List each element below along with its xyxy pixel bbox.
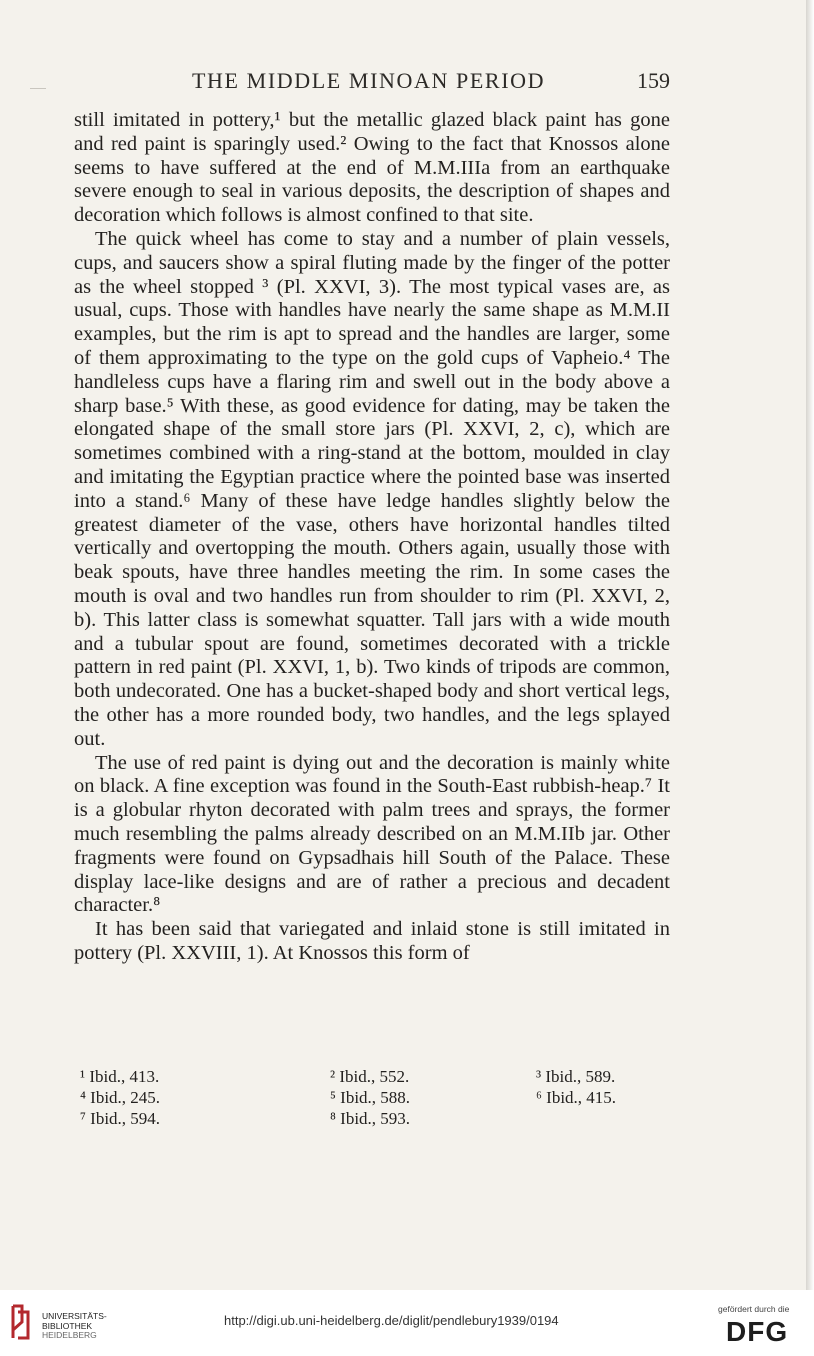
footnote: ⁷ Ibid., 594.: [80, 1109, 161, 1128]
paragraph: The use of red paint is dying out and the decoration is mainly white on black. A fine exception was found in the South-East rubbish-heap.⁷ It is a globular rhyton decorated with palm trees and sprays, the former much resembling the palms already described on an M.M.IIb jar. Other fragments were found on Gypsadhais hill South of the Palace. These display lace-like designs and are of rather a precious and decadent character.⁸: [74, 751, 670, 917]
university-logo-icon: [10, 1304, 32, 1340]
source-link[interactable]: http://digi.ub.uni-heidelberg.de/diglit/pendlebury1939/0194: [224, 1313, 559, 1328]
page-header: [74, 68, 670, 98]
page-number: 159: [637, 68, 670, 93]
institution-line: BIBLIOTHEK: [42, 1320, 93, 1331]
header-rule: [30, 88, 46, 89]
footnote-row: [74, 1108, 674, 1129]
sponsor-caption: gefördert durch die: [718, 1304, 790, 1314]
institution-name: [42, 1312, 107, 1341]
footnote-row: [74, 1087, 674, 1108]
footnote: ³ Ibid., 589.: [536, 1067, 616, 1086]
running-title: THE MIDDLE MINOAN PERIOD: [192, 68, 546, 93]
page-edge: [806, 0, 814, 1356]
footnotes: [74, 1066, 674, 1129]
paragraph: still imitated in pottery,¹ but the metallic glazed black paint has gone and red paint is sparingly used.² Owing to the fact that Knossos alone seems to have suffered at the end of M.M.IIIa from an earthquake severe enough to seal in various deposits, the description of shapes and decoration which follows is almost confined to that site.: [74, 109, 670, 227]
footnote: ⁴ Ibid., 245.: [80, 1088, 161, 1107]
body-text: [74, 109, 670, 966]
dfg-logo: DFG: [726, 1316, 789, 1347]
institution-line: HEIDELBERG: [42, 1330, 97, 1340]
footnote: ⁸ Ibid., 593.: [330, 1109, 411, 1128]
footer-bar: [0, 1290, 814, 1356]
footnote: ² Ibid., 552.: [330, 1067, 410, 1086]
footnote: ⁵ Ibid., 588.: [330, 1088, 411, 1107]
institution-line: UNIVERSITÄTS-: [42, 1311, 107, 1321]
footnote-row: [74, 1066, 674, 1087]
paragraph: The quick wheel has come to stay and a number of plain vessels, cups, and saucers show a spiral fluting made by the finger of the potter as the wheel stopped ³ (Pl. XXVI, 3). The most typical vases are, as usual, cups. Those with handles have nearly the same shape as M.M.II examples, but the rim is apt to spread and the handles are larger, some of them approximating to the type on the gold cups of Vapheio.⁴ The handleless cups have a flaring rim and swell out in the body above a sharp base.⁵ With these, as good evidence for dating, may be taken the elongated shape of the small store jars (Pl. XXVI, 2, c), which are sometimes combined with a ring-stand at the bottom, moulded in clay and imitating the Egyptian practice where the pointed base was inserted into a stand.⁶ Many of these have ledge handles slightly below the greatest diameter of the vase, others have horizontal handles tilted vertically and overtopping the mouth. Others again, usually those with beak spouts, have three handles meeting the rim. In some cases the mouth is oval and two handles run from shoulder to rim (Pl. XXVI, 2, b). This latter class is somewhat squatter. Tall jars with a wide mouth and a tubular spout are found, sometimes decorated with a trickle pattern in red paint (Pl. XXVI, 1, b). Two kinds of tripods are common, both undecorated. One has a bucket-shaped body and short vertical legs, the other has a more rounded body, two handles, and the legs splayed out.: [74, 227, 670, 750]
paragraph: It has been said that variegated and inlaid stone is still imitated in pottery (Pl. XXVIII, 1). At Knossos this form of: [74, 918, 670, 964]
footnote: ⁶ Ibid., 415.: [536, 1088, 617, 1107]
footnote: ¹ Ibid., 413.: [80, 1067, 160, 1086]
